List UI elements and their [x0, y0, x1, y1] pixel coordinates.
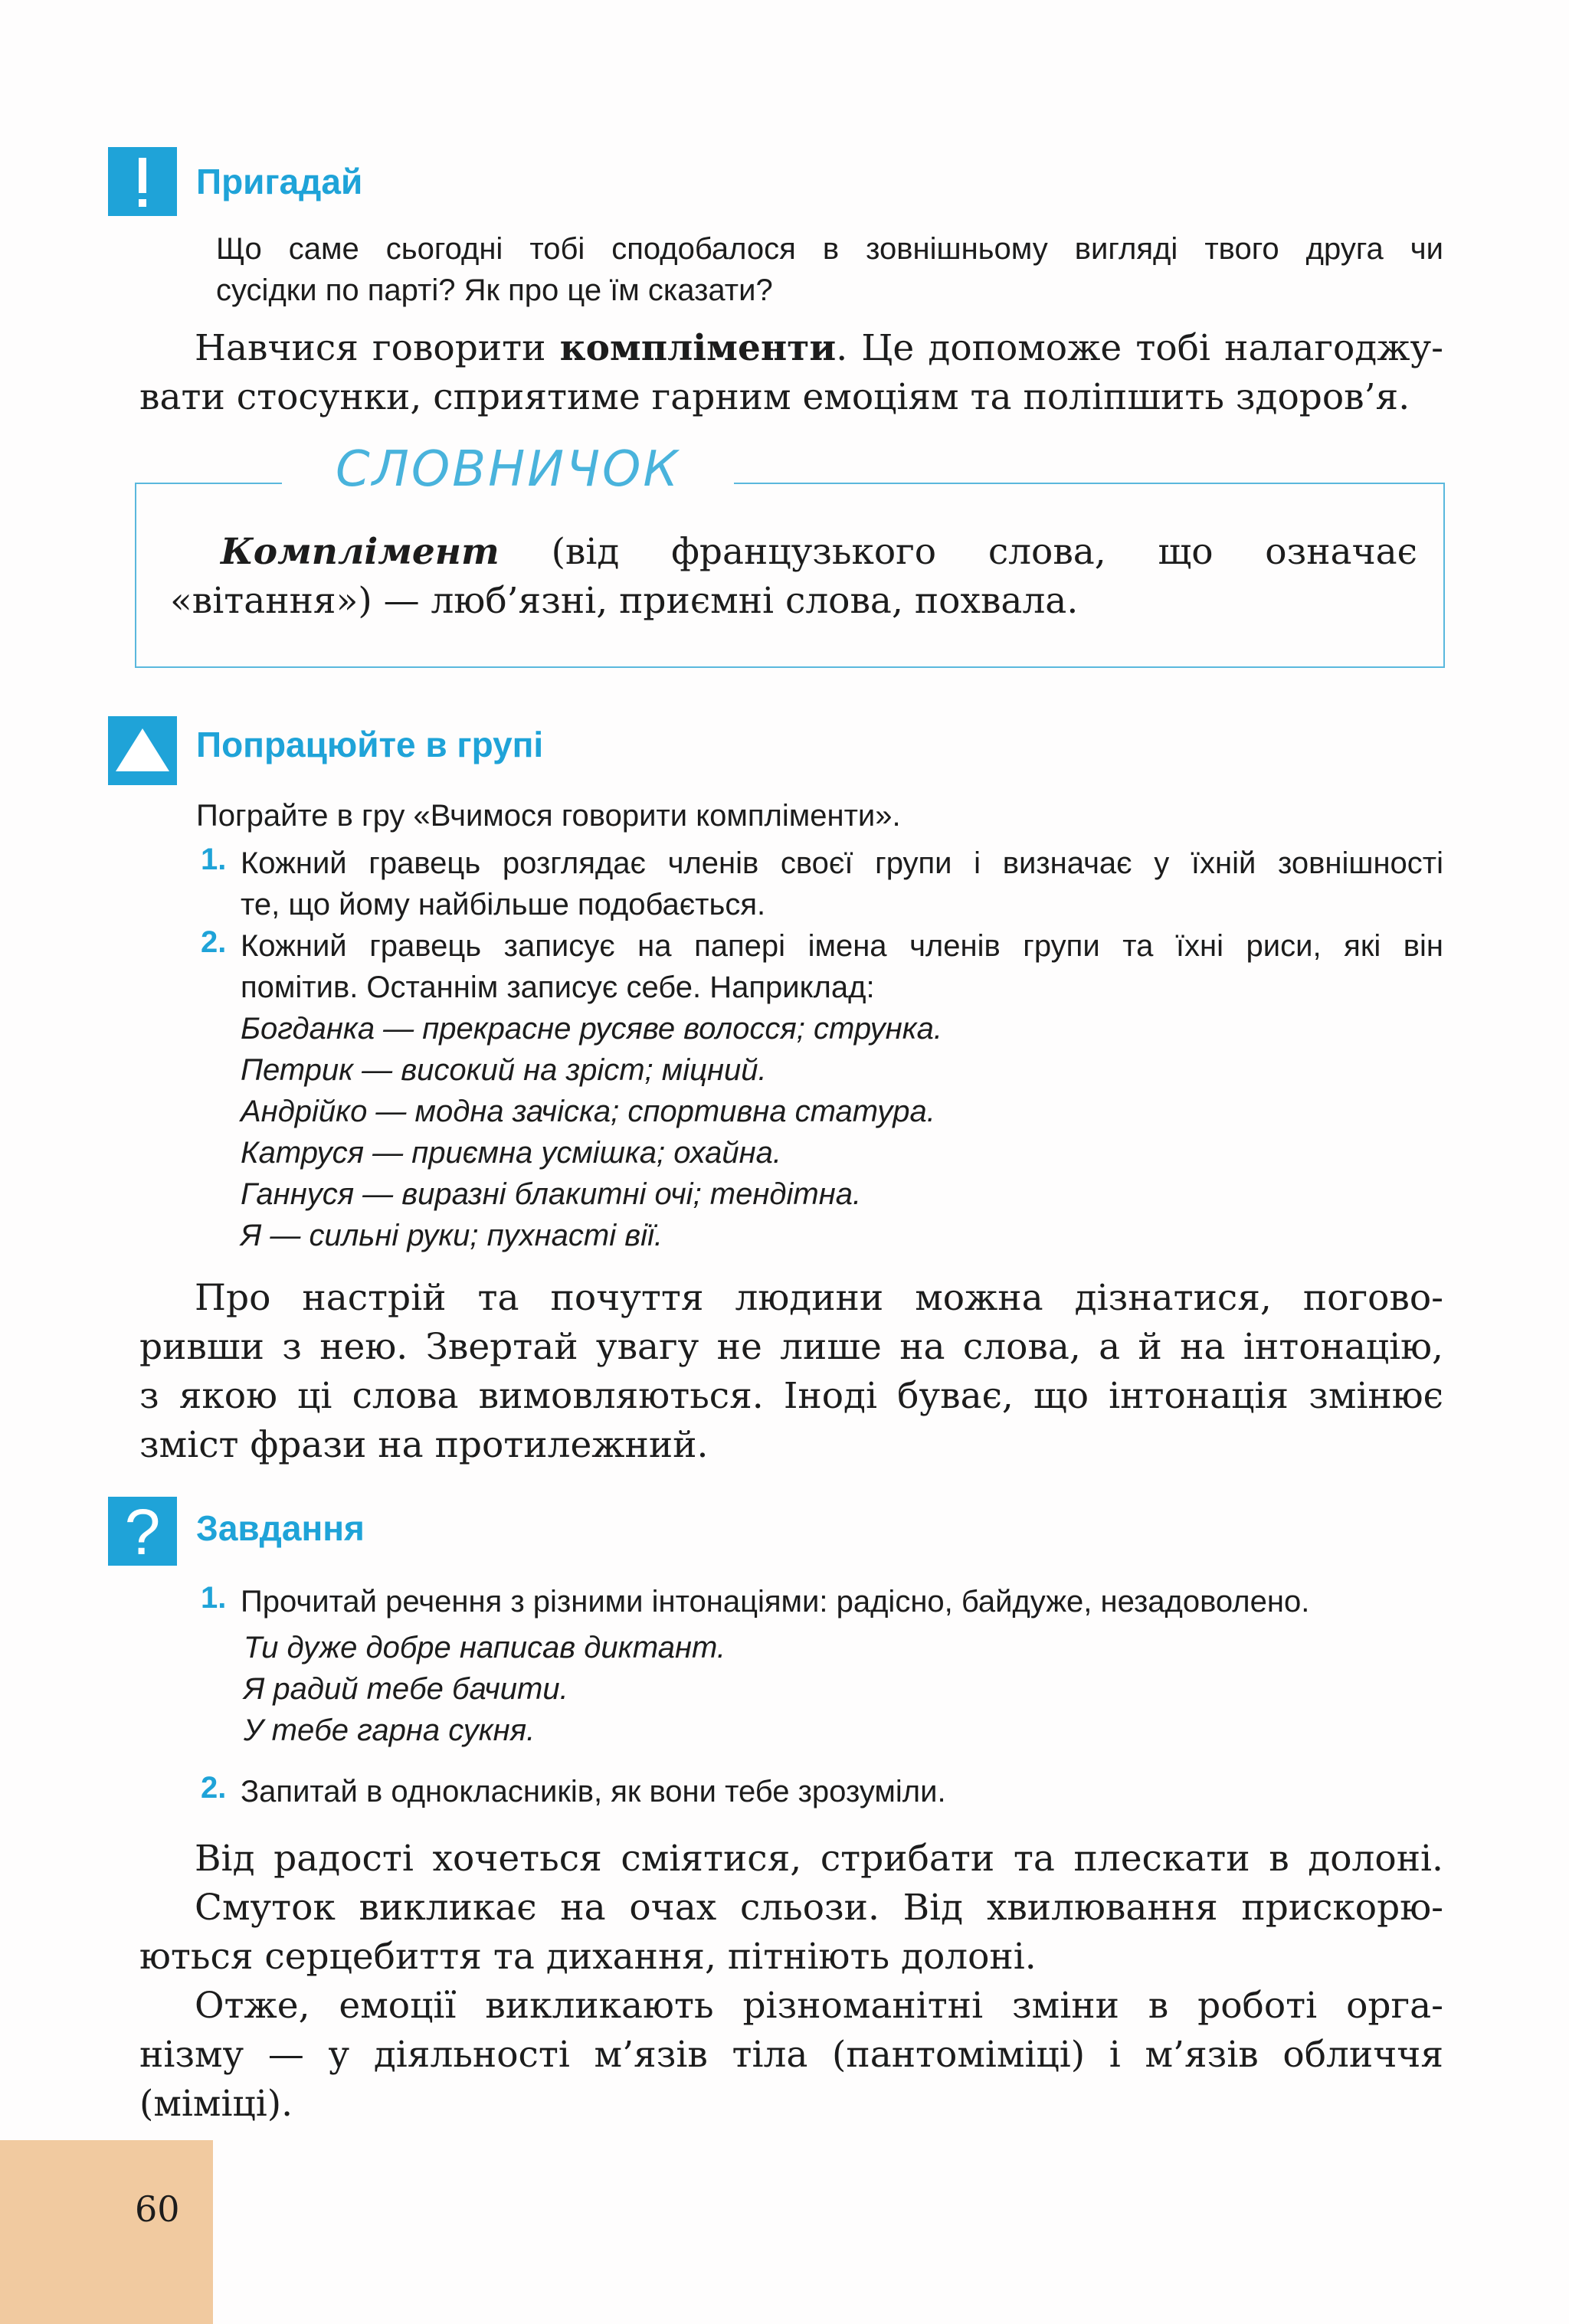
example-line: Андрійко — модна зачіска; спортивна статура.	[241, 1095, 935, 1128]
paragraph-line: Отже, емоції викликають різноманітні зміни в роботі орга-	[195, 1985, 1443, 2027]
example-line: Богданка — прекрасне русяве волосся; струнка.	[241, 1012, 942, 1046]
intro-text: . Це допоможе тобі налагоджу-	[836, 327, 1444, 369]
list-item-line: Прочитай речення з різними інтонаціями: радісно, байдуже, незадоволено.	[241, 1585, 1310, 1619]
group-work-title: Попрацюйте в групі	[196, 725, 544, 764]
item-number: 2.	[201, 1771, 227, 1805]
glossary-line: «вітання») — люб’язні, приємні слова, похвала.	[170, 580, 1079, 622]
page-number-tab	[0, 2140, 213, 2324]
item-number: 2.	[201, 925, 227, 959]
svg-text:?: ?	[124, 1497, 161, 1566]
glossary-title: СЛОВНИЧОК	[282, 435, 734, 504]
example-line: Петрик — високий на зріст; міцний.	[241, 1053, 767, 1087]
list-item-line: Кожний гравець розглядає членів своєї групи і визначає у їхній зовнішності	[241, 846, 1443, 880]
page-number: 60	[135, 2188, 180, 2230]
task-title: Завдання	[196, 1508, 365, 1548]
group-work-intro: Пограйте в гру «Вчимося говорити компліменти».	[196, 799, 901, 833]
paragraph-line: (міміці).	[139, 2083, 293, 2125]
list-item-line: Кожний гравець записує на папері імена членів групи та їхні риси, які він	[241, 929, 1443, 963]
item-number: 1.	[201, 843, 227, 876]
paragraph-line: ривши з нею. Звертай увагу не лише на слова, а й на інтонацію,	[139, 1326, 1443, 1368]
paragraph-line: Про настрій та почуття людини можна дізнатися, погово-	[195, 1277, 1443, 1319]
remember-title: Пригадай	[196, 162, 363, 201]
paragraph-line: з якою ці слова вимовляються. Іноді буває, що інтонація змінює	[139, 1375, 1443, 1417]
remember-question-line: Що саме сьогодні тобі сподобалося в зовнішньому вигляді твого друга чи	[216, 232, 1443, 266]
glossary-text: (від французького слова, що означає	[499, 531, 1417, 573]
intro-text: Навчися говорити	[195, 327, 560, 369]
intro-line: вати стосунки, сприятиме гарним емоціям та поліпшить здоров’я.	[139, 376, 1410, 418]
intro-bold-term: компліменти	[559, 327, 837, 369]
example-line: Я — сильні руки; пухнасті вії.	[241, 1219, 663, 1252]
example-line: Ганнуся — виразні блакитні очі; тендітна.	[241, 1177, 862, 1211]
paragraph-line: нізму — у діяльності м’язів тіла (пантоміміці) і м’язів обличчя	[139, 2034, 1443, 2076]
example-line: Ти дуже добре написав диктант.	[244, 1631, 726, 1664]
remember-question	[216, 228, 1443, 270]
paragraph-line: зміст фрази на протилежний.	[139, 1424, 709, 1466]
list-item-line: Запитай в однокласників, як вони тебе зрозуміли.	[241, 1775, 946, 1808]
exclamation-icon	[108, 147, 177, 216]
glossary-definition	[221, 529, 1417, 576]
example-line: Я радий тебе бачити.	[244, 1672, 568, 1706]
example-line: Катруся — приємна усмішка; охайна.	[241, 1136, 781, 1170]
paragraph-line: ються серцебиття та дихання, пітніють долоні.	[139, 1936, 1037, 1978]
paragraph-line: Від радості хочеться сміятися, стрибати та плескати в долоні.	[195, 1838, 1443, 1880]
intro-paragraph	[195, 325, 1443, 372]
list-item-line: помітив. Останнім записує себе. Наприклад:	[241, 971, 875, 1004]
remember-question-line: сусідки по парті? Як про це їм сказати?	[216, 273, 773, 307]
item-number: 1.	[201, 1581, 227, 1615]
question-icon	[108, 1497, 177, 1566]
example-line: У тебе гарна сукня.	[244, 1714, 536, 1747]
paragraph-line: Смуток викликає на очах сльози. Від хвилювання прискорю-	[195, 1887, 1443, 1929]
glossary-term: Комплімент	[221, 531, 500, 573]
list-item-line: те, що йому найбільше подобається.	[241, 888, 766, 921]
triangle-icon	[108, 716, 177, 785]
